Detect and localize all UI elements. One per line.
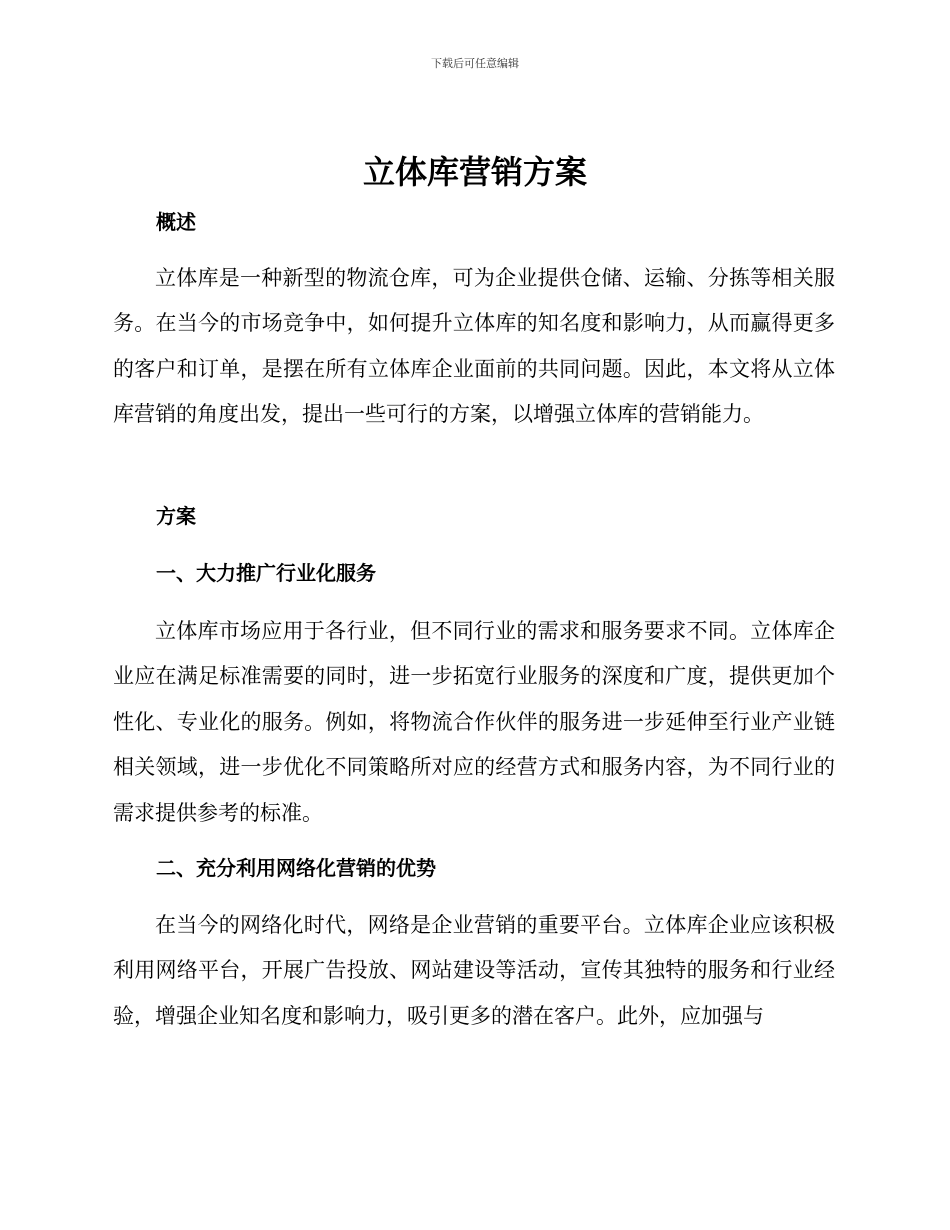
plan2-paragraph: 在当今的网络化时代，网络是企业营销的重要平台。立体库企业应该积极利用网络平台，开展广告投放、网站建设等活动，宣传其独特的服务和行业经验，增强企业知名度和影响力，吸引更多的潜在客户。此外，应加强与 [113,913,835,1028]
plan2-heading: 二、充分利用网络化营销的优势 [156,856,436,880]
overview-paragraph: 立体库是一种新型的物流仓库，可为企业提供仓储、运输、分拣等相关服务。在当今的市场竞争中，如何提升立体库的知名度和影响力，从而赢得更多的客户和订单，是摆在所有立体库企业面前的共同问题。因此，本文将从立体库营销的角度出发，提出一些可行的方案，以增强立体库的营销能力。 [113,266,835,427]
document-title: 立体库营销方案 [362,153,587,191]
plan1-heading: 一、大力推广行业化服务 [156,561,376,585]
header-note: 下载后可任意编辑 [431,57,519,70]
plan-heading: 方案 [156,504,196,528]
plan1-paragraph: 立体库市场应用于各行业，但不同行业的需求和服务要求不同。立体库企业应在满足标准需要的同时，进一步拓宽行业服务的深度和广度，提供更加个性化、专业化的服务。例如，将物流合作伙伴的服务进一步延伸至行业产业链相关领域，进一步优化不同策略所对应的经营方式和服务内容，为不同行业的需求提供参考的标准。 [113,619,835,825]
overview-heading: 概述 [156,210,196,234]
